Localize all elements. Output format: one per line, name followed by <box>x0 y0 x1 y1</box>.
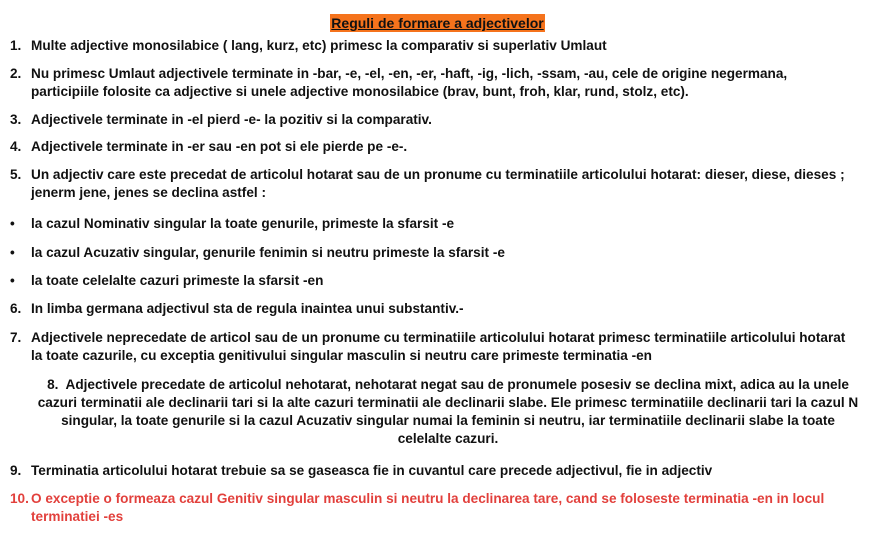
bullet-icon: • <box>10 216 15 231</box>
rule-text-line-2: jenerm jene, jenes se declina astfel : <box>31 185 266 200</box>
rule-text: Adjectivele terminate in -er sau -en pot si ele pierde pe -e-. <box>31 139 408 154</box>
rule-text: Adjectivele terminate in -el pierd -e- la pozitiv si la comparativ. <box>31 112 432 127</box>
rule-text-line-1: Adjectivele precedate de articolul nehotarat, nehotarat negat sau de pronumele posesiv se declina mixt, adica au la unele <box>65 377 849 392</box>
rule-number: 6. <box>10 301 22 316</box>
rule-text-line-1: Adjectivele neprecedate de articol sau de un pronume cu terminatiile articolului hotarat primesc terminatiile articolului hotarat <box>31 330 846 345</box>
bullet-icon: • <box>10 273 15 288</box>
rule-number: 8. <box>47 377 59 392</box>
rule-text-line-1: O exceptie o formeaza cazul Genitiv singular masculin si neutru la declinarea tare, cand se foloseste terminatia -en in locul <box>31 491 825 506</box>
rule-text-line-1: Nu primesc Umlaut adjectivele terminate in -bar, -e, -el, -en, -er, -haft, -ig, -lich, -ssam, -au, cele de origine negermana, <box>31 66 788 81</box>
bullet-text: la toate celelalte cazuri primeste la sfarsit -en <box>31 273 324 288</box>
rule-text-line-2: participiile folosite ca adjective si unele adjective monosilabice (brav, bunt, froh, klar, rund, stolz, etc). <box>31 84 689 99</box>
rule-number: 10. <box>10 491 29 506</box>
rule-8 <box>28 376 868 448</box>
bullet-text: la cazul Acuzativ singular, genurile fenimin si neutru primeste la sfarsit -e <box>31 245 505 260</box>
rule-text: In limba germana adjectivul sta de regula inaintea unui substantiv.- <box>31 301 464 316</box>
rule-text-line-3: singular, la toate genurile si la cazul Acuzativ singular numai la feminin si neutru, iar terminatiile declinarii slabe la toate <box>61 413 835 428</box>
rule-number: 7. <box>10 330 22 345</box>
rule-text: Multe adjective monosilabice ( lang, kurz, etc) primesc la comparativ si superlativ Umlaut <box>31 38 607 53</box>
rule-text: Terminatia articolului hotarat trebuie sa se gaseasca fie in cuvantul care precede adjectivul, fie in adjectiv <box>31 463 713 478</box>
rule-text-line-1: Un adjectiv care este precedat de articolul hotarat sau de un pronume cu terminatiile articolului hotarat: dieser, diese, dieses ; <box>31 167 845 182</box>
bullet-text: la cazul Nominativ singular la toate genurile, primeste la sfarsit -e <box>31 216 455 231</box>
rule-text-line-2: cazuri terminatii ale declinarii tari si la alte cazuri terminatii ale declinarii slabe. Ele primesc terminatiile declinarii tari la cazul N <box>37 395 859 410</box>
rule-8-line-1 <box>28 376 868 394</box>
rule-text-line-2: terminatiei -es <box>31 509 124 524</box>
rule-number: 1. <box>10 38 22 53</box>
rule-number: 5. <box>10 167 22 182</box>
rule-number: 3. <box>10 112 22 127</box>
rule-text-line-4: celelalte cazuri. <box>397 431 499 446</box>
rule-number: 2. <box>10 66 22 81</box>
page-title: Reguli de formare a adjectivelor <box>331 15 544 31</box>
rule-number: 4. <box>10 139 22 154</box>
rule-text-line-2: la toate cazurile, cu exceptia genitivului singular masculin si neutru care primeste terminatia -en <box>31 348 652 363</box>
rule-number: 9. <box>10 463 22 478</box>
bullet-icon: • <box>10 245 15 260</box>
